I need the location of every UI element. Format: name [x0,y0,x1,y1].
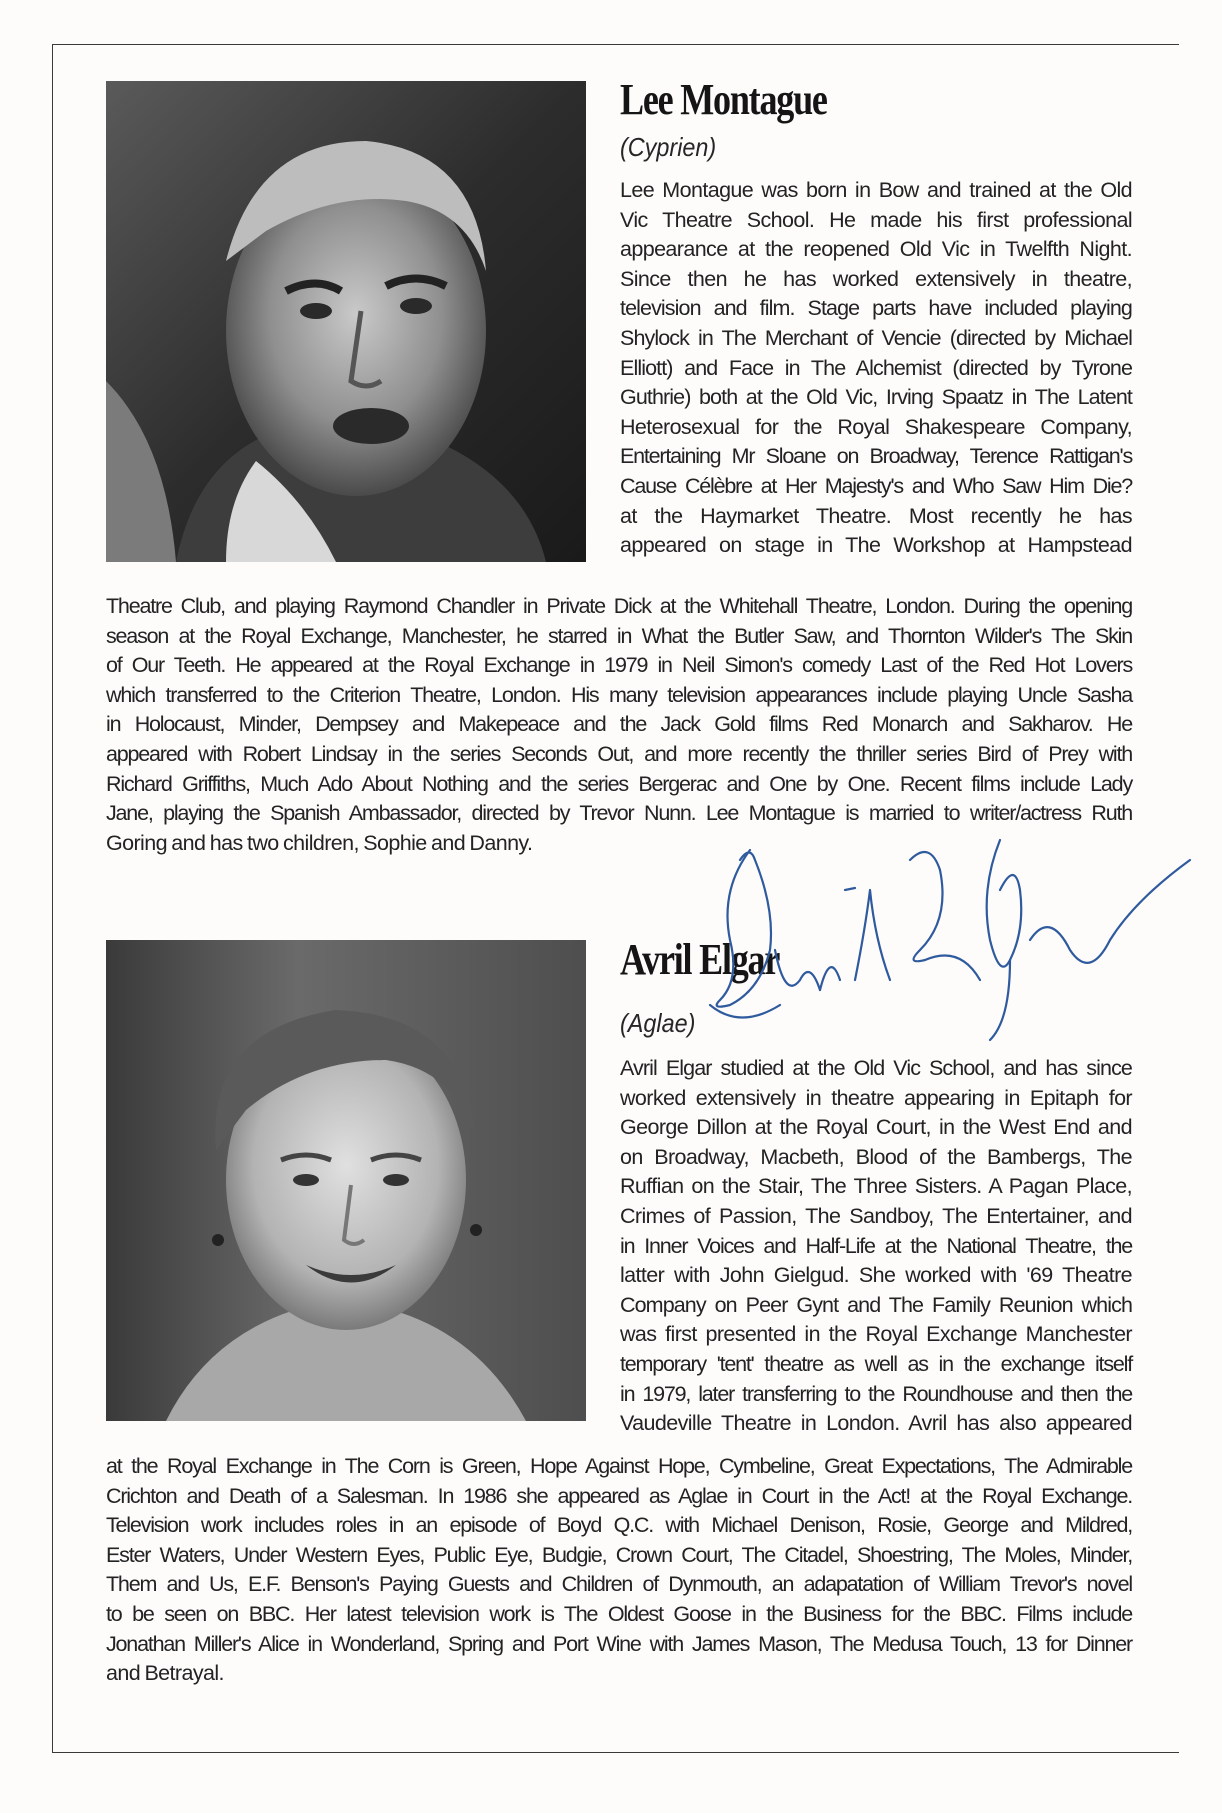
bio-line: Entertaining Mr Sloane on Broadway, Terence Rattigan's [620,444,1132,469]
bio-line: Crichton and Death of a Salesman. In 1986 she appeared as Aglae in Court in the Act! at the Royal Exchange. [106,1483,1132,1508]
bio-line: Crimes of Passion, The Sandboy, The Entertainer, and [620,1203,1132,1228]
bio-line: Cause Célèbre at Her Majesty's and Who Saw Him Die? [620,473,1132,498]
bio-line: Vaudeville Theatre in London. Avril has also appeared [620,1411,1132,1436]
actor-name: Avril Elgar [620,935,780,984]
bio-line: Ruffian on the Stair, The Three Sisters. A Pagan Place, [620,1174,1132,1199]
bio-line: on Broadway, Macbeth, Blood of the Bambergs, The [620,1144,1132,1169]
bio-line: of Our Teeth. He appeared at the Royal Exchange in 1979 in Neil Simon's comedy Last of the Red Hot Lovers [106,653,1132,678]
bio-line: in Inner Voices and Half-Life at the National Theatre, the [620,1233,1132,1258]
bio-line: Jonathan Miller's Alice in Wonderland, Spring and Port Wine with James Mason, The Medusa Touch, 13 for Dinner [106,1631,1132,1656]
bio-line: season at the Royal Exchange, Manchester, he starred in What the Butler Saw, and Thornton Wilder's The Skin [106,623,1132,648]
bio-line: Jane, playing the Spanish Ambassador, directed by Trevor Nunn. Lee Montague is married to writer/actress Ruth [106,801,1132,826]
bio-line: Richard Griffiths, Much Ado About Nothing and the series Bergerac and One by One. Recent films include Lady [106,771,1132,796]
bio-full-width [106,592,1132,858]
bio-line: and Betrayal. [106,1661,224,1686]
bio-line: Them and Us, E.F. Benson's Paying Guests and Children of Dynmouth, an adapatation of William Trevor's novel [106,1572,1132,1597]
bio-line: was first presented in the Royal Exchange Manchester [620,1322,1132,1347]
bio-line: George Dillon at the Royal Court, in the West End and [620,1115,1132,1140]
bio-line: appeared with Robert Lindsay in the series Seconds Out, and more recently the thriller series Bird of Prey with [106,741,1132,766]
bio-line: Company on Peer Gynt and The Family Reunion which [620,1292,1132,1317]
actor-name: Lee Montague [620,75,827,124]
bio-line: Avril Elgar studied at the Old Vic School, and has since [620,1056,1132,1080]
bio-line: temporary 'tent' theatre as well as in the exchange itself [620,1351,1132,1376]
portrait-photo-lee-montague [106,81,586,562]
bio-line: latter with John Gielgud. She worked with '69 Theatre [620,1263,1132,1288]
bio-line: appearance at the reopened Old Vic in Twelfth Night. [620,237,1132,262]
bio-right-column [620,1054,1132,1439]
bio-line: at the Royal Exchange in The Corn is Green, Hope Against Hope, Cymbeline, Great Expectations, The Admirable [106,1454,1132,1478]
bio-line: Television work includes roles in an episode of Boyd Q.C. with Michael Denison, Rosie, George and Mildred, [106,1513,1132,1538]
character-role: (Aglae) [620,1008,696,1038]
bio-right-column [620,176,1132,561]
bio-line: Guthrie) both at the Old Vic, Irving Spaatz in The Latent [620,385,1132,410]
bio-line: Ester Waters, Under Western Eyes, Public Eye, Budgie, Crown Court, The Citadel, Shoestring, The Moles, Minder, [106,1542,1132,1567]
bio-line: at the Haymarket Theatre. Most recently he has [620,503,1132,528]
bio-line: appeared on stage in The Workshop at Hampstead [620,533,1132,558]
portrait-photo-avril-elgar [106,940,586,1421]
bio-line: Elliott) and Face in The Alchemist (directed by Tyrone [620,355,1132,380]
bio-line: Vic Theatre School. He made his first professional [620,207,1132,232]
bio-line: Lee Montague was born in Bow and trained at the Old [620,178,1132,202]
bio-line: Shylock in The Merchant of Vencie (directed by Michael [620,325,1132,350]
bio-line: to be seen on BBC. Her latest television work is The Oldest Goose in the Business for the BBC. Films include [106,1601,1132,1626]
bio-line: Since then he has worked extensively in theatre, [620,266,1132,291]
bio-line: Heterosexual for the Royal Shakespeare Company, [620,414,1132,439]
character-role: (Cyprien) [620,132,717,162]
bio-line: Theatre Club, and playing Raymond Chandler in Private Dick at the Whitehall Theatre, London. During the opening [106,594,1132,618]
bio-line: which transferred to the Criterion Theatre, London. His many television appearances include playing Uncle Sasha [106,682,1132,707]
bio-line: worked extensively in theatre appearing in Epitaph for [620,1085,1132,1110]
bio-line: in 1979, later transferring to the Roundhouse and then the [620,1381,1132,1406]
bio-line: in Holocaust, Minder, Dempsey and Makepeace and the Jack Gold films Red Monarch and Sakharov. He [106,712,1132,737]
bio-full-width [106,1452,1132,1689]
bio-line: Goring and has two children, Sophie and Danny. [106,830,533,855]
bio-line: television and film. Stage parts have included playing [620,296,1132,321]
